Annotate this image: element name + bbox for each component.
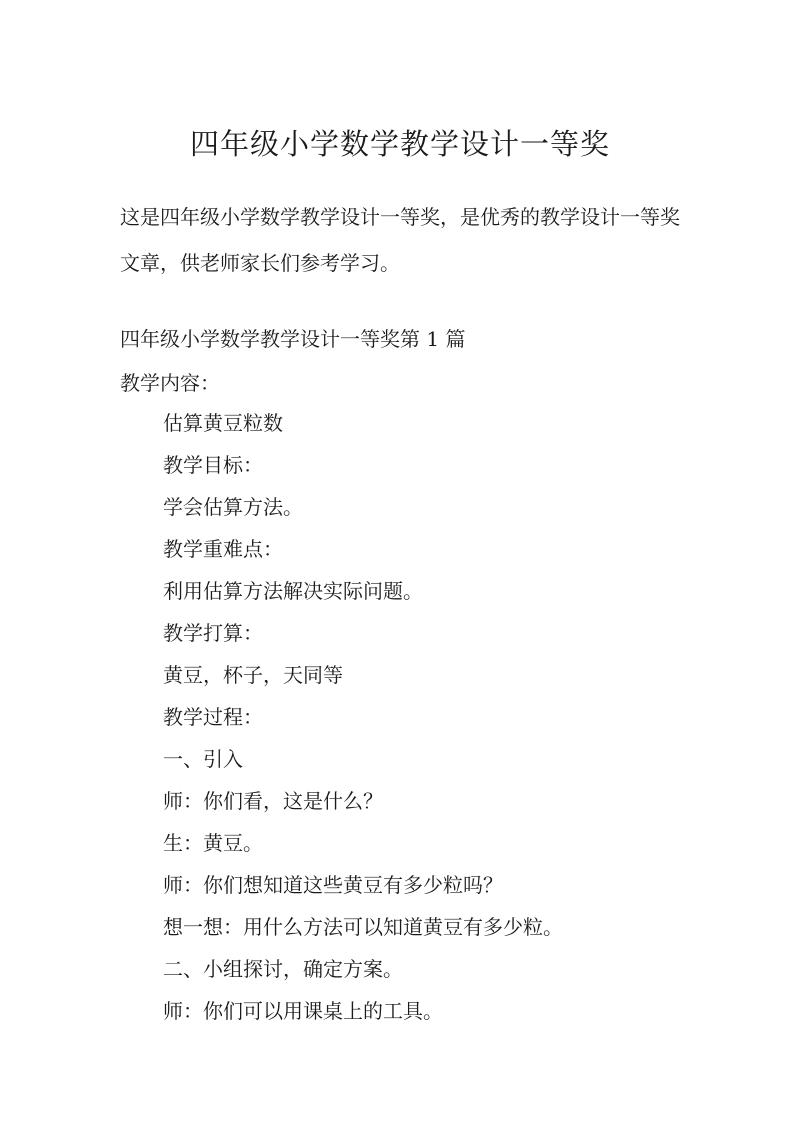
text-line: 教学目标： (163, 453, 263, 477)
content-lines (163, 409, 563, 1039)
document-title: 四年级小学数学教学设计一等奖 (189, 127, 610, 161)
text-line: 利用估算方法解决实际问题。 (163, 579, 423, 603)
text-line: 想一想：用什么方法可以知道黄豆有多少粒。 (163, 915, 563, 939)
intro-paragraph: 这是四年级小学数学教学设计一等奖，是优秀的教学设计一等奖文章，供老师家长们参考学习。 (120, 205, 680, 275)
text-line: 学会估算方法。 (163, 495, 303, 519)
text-line: 一、引入 (163, 747, 243, 771)
text-line: 师：你们想知道这些黄豆有多少粒吗？ (163, 873, 503, 897)
text-line: 教学过程： (163, 705, 263, 729)
text-line: 黄豆，杯子，天同等 (163, 663, 343, 687)
content-label: 教学内容： (120, 371, 220, 395)
section-heading: 四年级小学数学教学设计一等奖第 1 篇 (120, 327, 466, 351)
text-line: 教学重难点： (163, 537, 283, 561)
text-line: 生：黄豆。 (163, 831, 263, 855)
text-line: 二、小组探讨，确定方案。 (163, 957, 403, 981)
text-line: 师：你们可以用课桌上的工具。 (163, 999, 443, 1023)
text-line: 估算黄豆粒数 (163, 411, 283, 435)
text-line: 教学打算： (163, 621, 263, 645)
text-line: 师：你们看，这是什么？ (163, 789, 383, 813)
